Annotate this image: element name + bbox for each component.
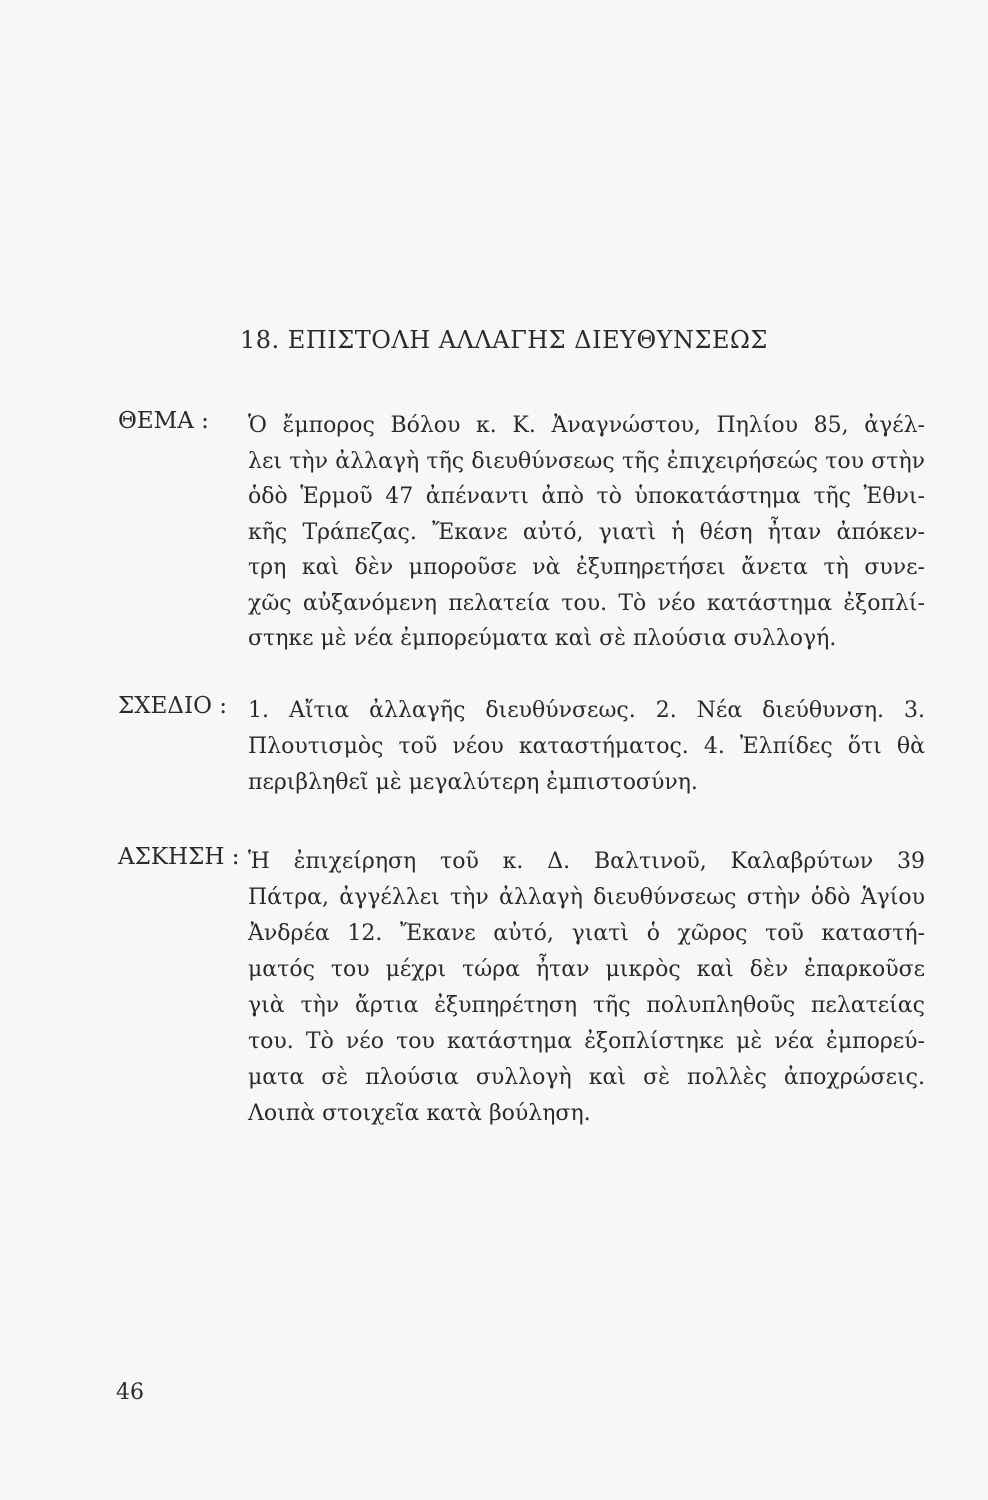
outline-line: 1. Αἴτια ἀλλαγῆς διευθύνσεως. 2. Νέα διεύθυνση. 3. [248,698,925,723]
theme-line: χῶς αὐξανόμενη πελατεία του. Τὸ νέο κατάστημα ἐξοπλί- [248,590,925,616]
theme-line: λει τὴν ἀλλαγὴ τῆς διευθύνσεως τῆς ἐπιχειρήσεώς του στὴν [248,448,925,474]
theme-line: στηκε μὲ νέα ἐμπορεύματα καὶ σὲ πλούσια συλλογή. [248,626,837,651]
theme-line: τρη καὶ δὲν μποροῦσε νὰ ἐξυπηρετήσει ἄνετα τὴ συνε- [248,555,925,580]
outline-line: περιβληθεῖ μὲ μεγαλύτερη ἐμπιστοσύνη. [248,770,698,795]
exercise-line: ματός του μέχρι τώρα ἦταν μικρὸς καὶ δὲν ἐπαρκοῦσε [248,957,925,982]
exercise-label: ΑΣΚΗΣΗ : [118,844,240,870]
outline-label: ΣΧΕΔΙΟ : [118,693,228,719]
exercise-line: Λοιπὰ στοιχεῖα κατὰ βούληση. [248,1101,591,1126]
outline-body [248,693,925,801]
exercise-line: Πάτρα, ἀγγέλλει τὴν ἀλλαγὴ διευθύνσεως στὴν ὁδὸ Ἁγίου [248,885,925,910]
theme-line: κῆς Τράπεζας. Ἔκανε αὐτό, γιατὶ ἡ θέση ἦταν ἀπόκεν- [248,519,925,545]
outline-line: Πλουτισμὸς τοῦ νέου καταστήματος. 4. Ἐλπίδες ὅτι θὰ [248,734,925,759]
exercise-line: γιὰ τὴν ἄρτια ἐξυπηρέτηση τῆς πολυπληθοῦς πελατείας [248,993,925,1018]
theme-label: ΘΕΜΑ : [118,408,209,434]
exercise-line: Ἀνδρέα 12. Ἔκανε αὐτό, γιατὶ ὁ χῶρος τοῦ καταστή- [248,921,925,946]
theme-line: Ὁ ἔμπορος Βόλου κ. Κ. Ἀναγνώστου, Πηλίου 85, ἀγέλ- [248,413,925,438]
page-title: 18. ΕΠΙΣΤΟΛΗ ΑΛΛΑΓΗΣ ΔΙΕΥΘΥΝΣΕΩΣ [240,326,768,354]
exercise-body [248,844,925,1132]
theme-line: ὁδὸ Ἑρμοῦ 47 ἀπέναντι ἀπὸ τὸ ὑποκατάστημα τῆς Ἐθνι- [248,484,925,509]
theme-body [248,408,925,657]
exercise-line: του. Τὸ νέο του κατάστημα ἐξοπλίστηκε μὲ νέα ἐμπορεύ- [248,1029,925,1054]
exercise-line: ματα σὲ πλούσια συλλογὴ καὶ σὲ πολλὲς ἀποχρώσεις. [248,1065,925,1090]
page-number: 46 [116,1380,144,1405]
exercise-line: Ἡ ἐπιχείρηση τοῦ κ. Δ. Βαλτινοῦ, Καλαβρύτων 39 [248,849,925,874]
